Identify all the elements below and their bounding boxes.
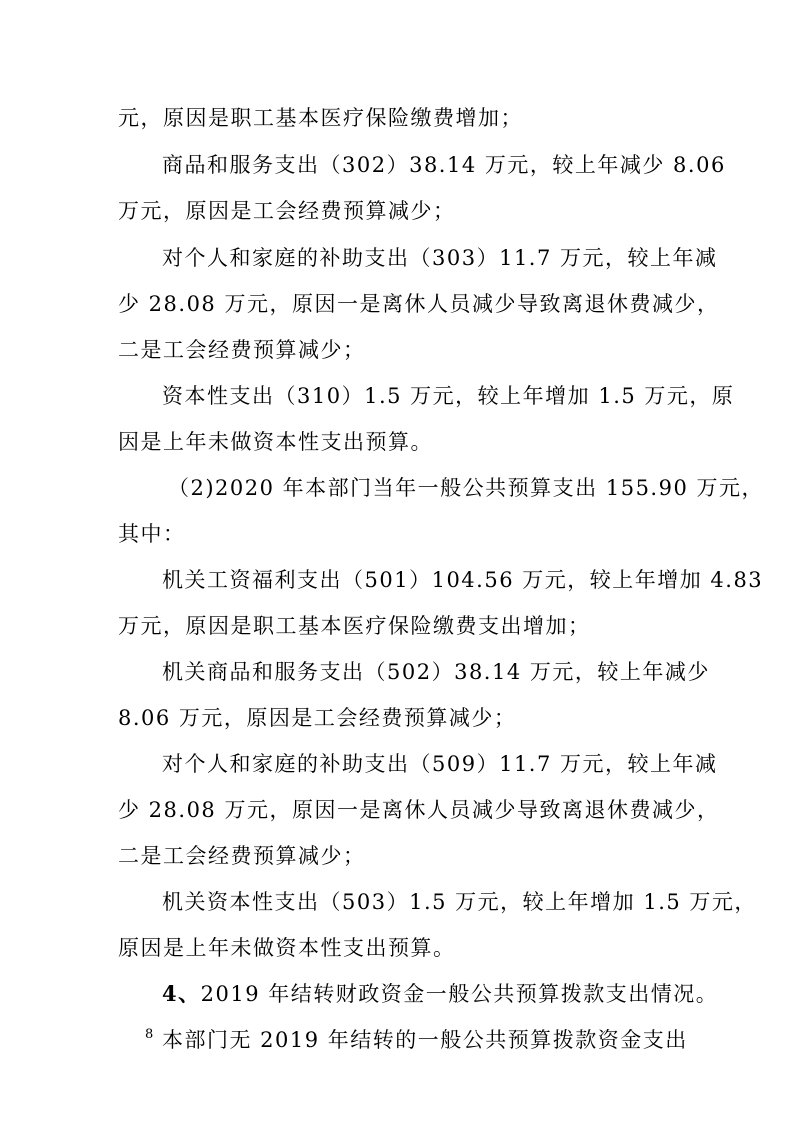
text-line: 机关工资福利支出（501）104.56 万元，较上年增加 4.83	[162, 568, 764, 592]
section-heading-text: 2019 年结转财政资金一般公共预算拨款支出情况。	[200, 982, 719, 1006]
text-line: 对个人和家庭的补助支出（303）11.7 万元，较上年减	[162, 246, 718, 270]
text-line: 万元，原因是职工基本医疗保险缴费支出增加；	[118, 614, 591, 638]
text-line: 机关商品和服务支出（502）38.14 万元，较上年减少	[162, 660, 710, 684]
page-number: 8	[145, 1027, 154, 1042]
text-line: 资本性支出（310）1.5 万元，较上年增加 1.5 万元，原	[162, 384, 735, 408]
text-line: 机关资本性支出（503）1.5 万元，较上年增加 1.5 万元，	[162, 890, 757, 914]
section-heading	[162, 971, 793, 1017]
text-line: 原因是上年未做资本性支出预算。	[118, 936, 456, 960]
text-line: 二是工会经费预算减少；	[118, 844, 366, 868]
text-line: 二是工会经费预算减少；	[118, 338, 366, 362]
text-line: 商品和服务支出（302）38.14 万元，较上年减少 8.06	[162, 153, 726, 177]
text-line: 其中：	[118, 522, 186, 546]
text-line: 因是上年未做资本性支出预算。	[118, 430, 433, 454]
text-line: （2)2020 年本部门当年一般公共预算支出 155.90 万元，	[168, 476, 765, 500]
text-line: 万元，原因是工会经费预算减少；	[118, 199, 456, 223]
text-line: 对个人和家庭的补助支出（509）11.7 万元，较上年减	[162, 752, 718, 776]
text-line: 8.06 万元，原因是工会经费预算减少；	[118, 706, 517, 730]
section-number: 4、	[162, 981, 201, 1006]
text-line: 少 28.08 万元，原因一是离休人员减少导致离退休费减少，	[118, 798, 720, 822]
text-line: 元，原因是职工基本医疗保险缴费增加；	[118, 106, 523, 130]
text-line: 本部门无 2019 年结转的一般公共预算拨款资金支出	[162, 1028, 688, 1052]
text-line: 少 28.08 万元，原因一是离休人员减少导致离退休费减少，	[118, 292, 720, 316]
